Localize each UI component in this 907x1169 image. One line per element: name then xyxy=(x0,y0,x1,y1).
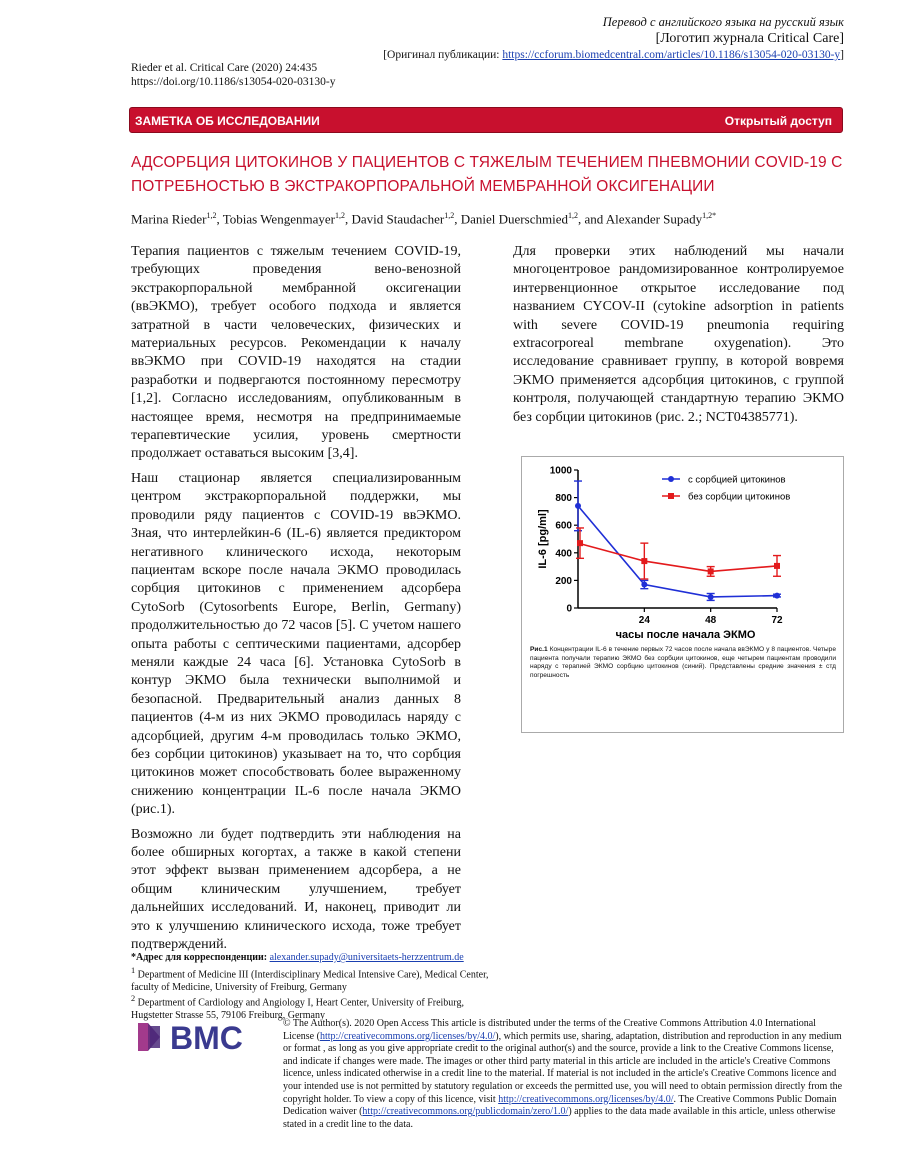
author-name: David Staudacher xyxy=(351,211,445,227)
x-tick-label: 48 xyxy=(705,615,717,626)
author-name: Alexander Supady xyxy=(605,211,703,227)
caption-text: Концентрации IL-6 в течение первых 72 часов после начала ввЭКМО у 8 пациентов. Четыре пациента получали терапию ЭКМО без сорбции цитокинов, еще четырем пациентам проводили наряду с терапией ЭКМО сорбцию цитокинов (синий). Представлены средние значения ± стд погрешность xyxy=(530,646,836,679)
translation-note: Перевод с английского языка на русский язык xyxy=(602,15,844,29)
caption-label: Рис.1 xyxy=(530,646,548,653)
x-tick-label: 24 xyxy=(638,615,650,626)
legend-marker xyxy=(668,476,674,482)
figure-caption xyxy=(530,646,836,680)
original-publication: [Оригинал публикации: https://ccforum.biomedcentral.com/articles/10.1186/s13054-020-03130-y] xyxy=(383,49,844,61)
open-access-label: Открытый доступ xyxy=(724,114,832,128)
left-column xyxy=(131,243,461,960)
author-affiliation: 1,2 xyxy=(567,211,578,220)
journal-logo-placeholder: [Логотип журнала Critical Care] xyxy=(655,31,844,46)
data-point xyxy=(641,582,647,588)
author-separator: , and xyxy=(577,211,606,227)
author-name: Marina Rieder xyxy=(131,211,207,227)
data-point xyxy=(774,593,780,599)
x-axis-label: часы после начала ЭКМО xyxy=(615,629,756,641)
article-type-label: ЗАМЕТКА ОБ ИССЛЕДОВАНИИ xyxy=(135,114,320,128)
y-tick-label: 0 xyxy=(566,603,572,615)
il6-chart xyxy=(522,457,843,642)
y-tick-label: 400 xyxy=(555,548,572,560)
x-tick-label: 72 xyxy=(771,615,783,626)
author-affiliation: 1,2 xyxy=(334,211,345,220)
citation xyxy=(131,61,335,89)
original-url-link[interactable]: https://ccforum.biomedcentral.com/articles/10.1186/s13054-020-03130-y xyxy=(502,49,841,61)
author-affiliation: 1,2* xyxy=(702,211,717,220)
license-link-1[interactable]: http://creativecommons.org/licenses/by/4.0/ xyxy=(319,1030,496,1042)
author-list xyxy=(131,211,716,227)
data-point xyxy=(774,563,780,569)
corr-email-link[interactable]: alexander.supady@universitaets-herzzentrum.de xyxy=(269,952,464,963)
data-point xyxy=(708,568,714,574)
y-axis-label: IL-6 [pg/ml] xyxy=(537,509,549,569)
legend-marker xyxy=(668,493,674,499)
license-link-3[interactable]: http://creativecommons.org/publicdomain/zero/1.0/ xyxy=(362,1106,569,1118)
y-tick-label: 600 xyxy=(555,520,572,532)
data-point xyxy=(708,594,714,600)
author-separator: , xyxy=(216,211,223,227)
author-separator: , xyxy=(454,211,461,227)
bmc-logo xyxy=(136,1020,256,1054)
author-affiliation: 1,2 xyxy=(444,211,455,220)
bmc-logo-text: BMC xyxy=(170,1020,243,1054)
data-point xyxy=(575,503,581,509)
right-column xyxy=(513,243,844,433)
license-link-2[interactable]: http://creativecommons.org/licenses/by/4.0/ xyxy=(498,1093,674,1105)
figure-1 xyxy=(521,456,844,733)
citation-text: Rieder et al. Critical Care (2020) 24:435 xyxy=(131,62,318,74)
author-name: Tobias Wengenmayer xyxy=(222,211,335,227)
author-affiliation: 1,2 xyxy=(206,211,217,220)
author-separator: , xyxy=(344,211,352,227)
y-tick-label: 1000 xyxy=(549,465,572,477)
affiliation-2: $^2$ Department of Cardiology and Angiology I, Heart Center, University of Freiburg, Hugstetter Strasse 55, 79106 Freiburg, Germany xyxy=(131,994,464,1022)
doi-link[interactable]: https://doi.org/10.1186/s13054-020-03130-y xyxy=(131,76,336,88)
paragraph: Возможно ли будет подтвердить эти наблюдения на более обширных когортах, а также в какой степени этот эффект вызван применением адсорбера, а не общим клиническим улучшением, требует дальнейших исследований. И, наконец, приводит ли это к улучшению клинического исхода, тоже требует подтверждений. xyxy=(131,826,461,953)
paragraph: Для проверки этих наблюдений мы начали многоцентровое рандомизированное контролируемое интервенционное открытое исследование под названием CYCOV-II (cytokine adsorption in patients with severe COVID-19 pneumonia requiring extracorporeal membrane oxygenation). Это исследование сравнивает группу, в которой вовремя ЭКМО применяется адсорбция цитокинов, с группой контроля, получающей стандартную терапию ЭКМО без сорбции цитокинов (рис. 2.; NCT04385771). xyxy=(513,244,844,425)
legend-label: с сорбцией цитокинов xyxy=(688,474,786,486)
author-name: Daniel Duerschmied xyxy=(460,211,568,227)
article-type-banner xyxy=(129,107,843,133)
y-tick-label: 200 xyxy=(555,575,572,587)
paragraph: Наш стационар является специализированным центром экстракорпоральной поддержки, мы проводили ряду пациентов с COVID-19 ввЭКМО. Зная, что интерлейкин-6 (IL-6) является предиктором негативного клинического исхода, некоторым пациентам вскоре после начала ЭКМО проводилась сорбция цитокинов с применением адсорбера CytoSorb (Cytosorbents Europe, Berlin, Germany) продолжительностью до 72 часов [5]. С учетом нашего опыта работы с септическими пациентами, адсорбер меняли каждые 24 часа [6]. Установка CytoSorb в контур ЭКМО была технически выполнимой и безопасной. Предварительный анализ данных 8 пациентов (4-м из них ЭКМО проводилась наряду с адсорбцией, другим 4-м проводилась только ЭКМО, без сорбции цитокинов) указывает на то, что сорбция цитокинов может способствовать более выраженному снижению концентрации IL-6 после начала ЭКМО (рис.1). xyxy=(131,470,461,818)
series-line xyxy=(578,543,777,571)
paragraph: Терапия пациентов с тяжелым течением COVID-19, требующих проведения вено-венозной экстракорпоральной мембранной оксигенации (ввЭКМО), требует особого подхода и является затратной в части человеческих, физических и материальных ресурсов. Рекомендации к началу ввЭКМО при COVID-19 находятся на стадии разработки и подвергаются постоянному пересмотру [1,2]. Согласно исследованиям, опубликованным в настоящее время, несмотря на предпринимаемые терапевтические усилия, уровень смертности продолжает оставаться высоким [3,4]. xyxy=(131,244,461,462)
license-text: © The Author(s). 2020 Open Access This article is distributed under the terms of the Creative Commons Attribution 4.0 International License (http://creativecommons.org/licenses/by/4.0/), which permits use, sharing, adaptation, distribution and reproduction in any medium or format , as long as you give appropriate credit to the original author(s) and the source, provide a link to the Creative Commons license, and indicate if changes were made. The images or other third party material in this article are included in the article's Creative Commons licence, unless indicated otherwise in a credit line to the material. If material is not included in the article's Creative Commons licence and your intended use is not permitted by statutory regulation or exceeds the permitted use, you will need to obtain permission directly from the copyright holder. To view a copy of this licence, visit http://creativecommons.org/licenses/by/4.0/. The Creative Commons Public Domain Dedication waiver (http://creativecommons.org/publicdomain/zero/1.0/) applies to the data made available in this article, unless otherwise stated in a credit line to the data. xyxy=(283,1018,843,1130)
affiliation-1: $^1$ Department of Medicine III (Interdisciplinary Medical Intensive Care), Medical Center, faculty of Medicine, University of Freiburg, Germany xyxy=(131,966,489,994)
article-title: АДСОРБЦИЯ ЦИТОКИНОВ У ПАЦИЕНТОВ С ТЯЖЕЛЫМ ТЕЧЕНИЕМ ПНЕВМОНИИ COVID-19 С ПОТРЕБНОСТЬЮ В ЭКСТРАКОРПОРАЛЬНОЙ МЕМБРАННОЙ ОКСИГЕНАЦИИ xyxy=(131,154,843,195)
correspondence: *Адрес для корреспонденции: alexander.supady@universitaets-herzzentrum.de xyxy=(131,952,464,963)
legend-label: без сорбции цитокинов xyxy=(688,491,791,503)
data-point xyxy=(641,558,647,564)
data-point xyxy=(577,540,583,546)
y-tick-label: 800 xyxy=(555,493,572,505)
